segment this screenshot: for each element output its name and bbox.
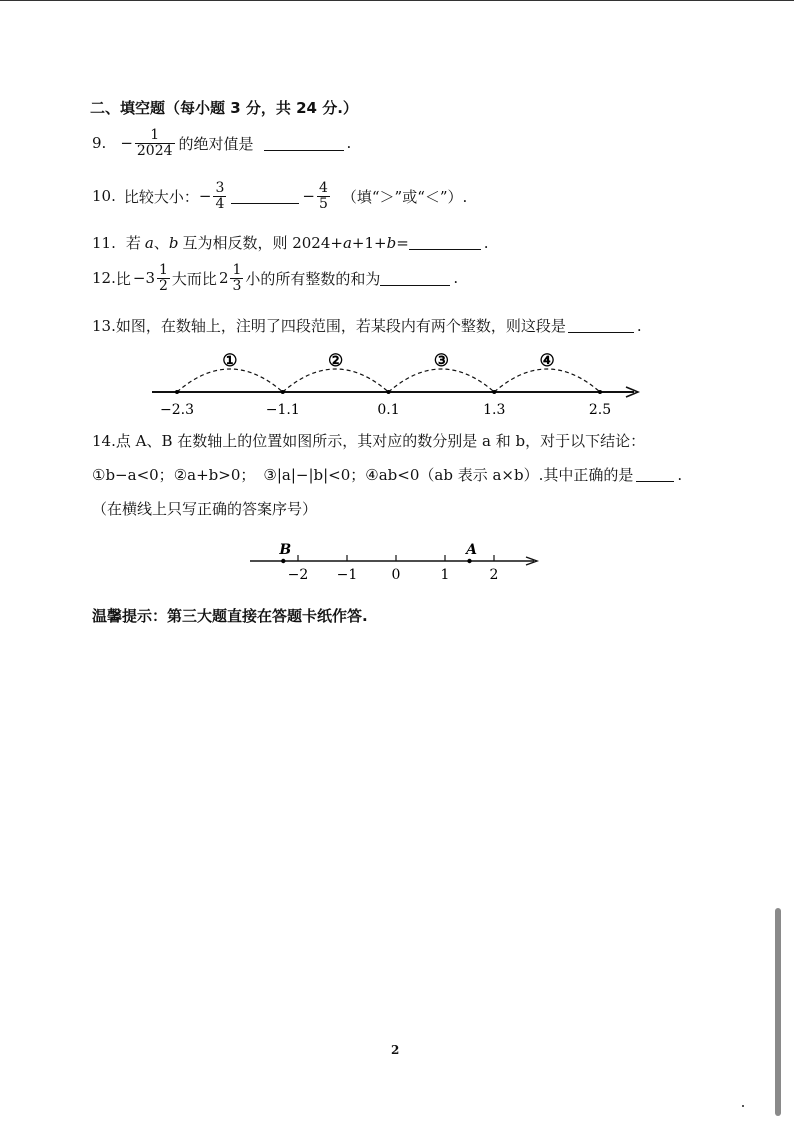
q11-answer-blank[interactable] [409, 235, 481, 250]
q13-segment-arc [177, 369, 283, 392]
q11-var-a2: a [342, 233, 352, 252]
q13-tick-label: −1.1 [265, 402, 300, 418]
q11-var-a: a [144, 233, 154, 252]
q9-answer-blank[interactable] [264, 136, 344, 151]
q13-answer-blank[interactable] [568, 318, 634, 333]
question-13 [92, 315, 642, 336]
q13-endpoint-dot [492, 390, 496, 394]
q11-number: 11. [92, 233, 116, 252]
q13-endpoint-dot [598, 390, 602, 394]
q9-text: 的绝对值是 [178, 134, 254, 153]
q11-text-c: +1+ [351, 233, 387, 252]
q12-number: 12. [92, 269, 116, 288]
q12-answer-blank[interactable] [380, 271, 450, 286]
q14-s3: ③ [263, 465, 277, 484]
q11-text-b: 互为相反数，则 2024+ [182, 234, 343, 252]
q12-f2-den: 3 [232, 277, 242, 294]
q14-s4: ④ [365, 465, 379, 484]
top-border [0, 0, 794, 1]
q13-segment-label: ① [222, 351, 238, 371]
q14-point-label: A [466, 542, 477, 558]
q9-frac-den: 2024 [136, 142, 173, 159]
q14-s1: ① [92, 465, 106, 484]
q11-text-a: 若 [125, 234, 141, 252]
q13-tick-label: 0.1 [377, 402, 400, 418]
q10-neg1: − [198, 187, 212, 206]
q13-tick-label: 2.5 [588, 402, 612, 418]
q9-number: 9. [92, 134, 107, 153]
q11-sep: 、 [153, 234, 169, 252]
q12-f1-num: 1 [159, 262, 168, 278]
q12-fraction-1 [157, 263, 170, 293]
page-number: 2 [391, 1043, 400, 1057]
q10-label: 比较大小： [123, 187, 199, 206]
q12-text-a: 比 [115, 269, 131, 288]
q12-f2-num: 1 [232, 262, 242, 278]
q13-tick-label: −2.3 [160, 402, 194, 418]
q10-fraction-2 [317, 181, 330, 211]
q10-note: （填“＞”或“＜”）. [341, 187, 468, 206]
q14-s1-expr: b−a<0； [105, 466, 174, 484]
q13-endpoint-dot [175, 390, 179, 394]
vertical-scrollbar[interactable] [775, 908, 781, 1116]
q13-tick-label: 1.3 [483, 402, 506, 418]
q13-endpoint-dot [281, 390, 285, 394]
question-14-line-2 [92, 464, 682, 485]
stray-dot [742, 1105, 744, 1107]
q13-endpoint-dot [387, 390, 391, 394]
q9-neg-sign: − [120, 134, 133, 153]
question-10 [92, 181, 467, 211]
q9-frac-num: 1 [150, 127, 160, 143]
q10-f2-num: 4 [318, 180, 328, 196]
q11-end: . [483, 233, 489, 252]
q14-point-dot [467, 559, 471, 563]
q9-end: . [346, 134, 352, 153]
q14-tick-label: −1 [336, 567, 358, 583]
q13-number: 13. [92, 316, 116, 335]
q14-line1: 14.点 A、B 在数轴上的位置如图所示，其对应的数分别是 a 和 b，对于以下结论： [92, 432, 646, 450]
q14-point-dot [281, 559, 285, 563]
q14-tick-label: −2 [287, 567, 309, 583]
q9-fraction [135, 128, 175, 158]
section-title: 二、填空题（每小题 3 分，共 24 分.） [90, 99, 358, 117]
q14-tick-label: 1 [440, 567, 450, 583]
question-14-line-3 [92, 498, 317, 519]
q10-f1-num: 3 [215, 180, 225, 196]
q14-s2-expr: a+b>0； [187, 466, 256, 484]
q11-text-d: = [396, 233, 409, 252]
q13-end: . [636, 316, 642, 335]
question-9 [92, 128, 351, 158]
number-line-q13 [150, 344, 640, 422]
q13-text: 如图，在数轴上，注明了四段范围，若某段内有两个整数，则这段是 [115, 317, 566, 335]
q10-number: 10. [92, 187, 116, 206]
q13-segment-label: ④ [539, 351, 555, 371]
q14-end: . [677, 465, 683, 484]
q10-neg2: − [302, 187, 315, 206]
q10-f2-den: 5 [318, 195, 328, 212]
q13-segment-arc [389, 369, 495, 392]
question-14-line-1 [92, 430, 645, 451]
q14-tick-label: 2 [489, 567, 499, 583]
q12-fraction-2 [230, 263, 243, 293]
q12-text-b: 大而比 [171, 269, 217, 288]
q10-f1-den: 4 [215, 195, 225, 212]
q13-segment-label: ③ [433, 351, 449, 371]
q10-fraction-1 [213, 181, 226, 211]
q14-s2: ② [173, 465, 188, 484]
q13-segment-arc [283, 369, 389, 392]
q14-s3-expr: |a|−|b|<0； [276, 466, 366, 484]
q14-answer-blank[interactable] [636, 467, 674, 482]
q12-neg-whole: −3 [132, 269, 155, 288]
question-11 [92, 232, 489, 253]
q12-whole2: 2 [218, 269, 229, 288]
q13-segment-arc [494, 369, 600, 392]
q12-f1-den: 2 [159, 277, 168, 294]
number-line-q14 [246, 536, 546, 584]
question-12 [92, 263, 458, 293]
q14-line3: （在横线上只写正确的答案序号） [92, 500, 318, 518]
q11-var-b: b [168, 233, 179, 252]
q13-segment-label: ② [328, 351, 344, 371]
q12-end: . [453, 269, 459, 288]
q14-tail: .其中正确的是 [538, 466, 634, 484]
q11-var-b2: b [386, 233, 397, 252]
q12-text-c: 小的所有整数的和为 [245, 269, 381, 288]
q14-tick-label: 0 [391, 567, 401, 583]
q14-point-label: B [279, 542, 292, 558]
warm-tip: 温馨提示：第三大题直接在答题卡纸作答. [92, 607, 368, 625]
q14-s4-expr: ab<0（ab 表示 a×b） [378, 466, 539, 484]
q10-answer-blank[interactable] [231, 189, 299, 204]
